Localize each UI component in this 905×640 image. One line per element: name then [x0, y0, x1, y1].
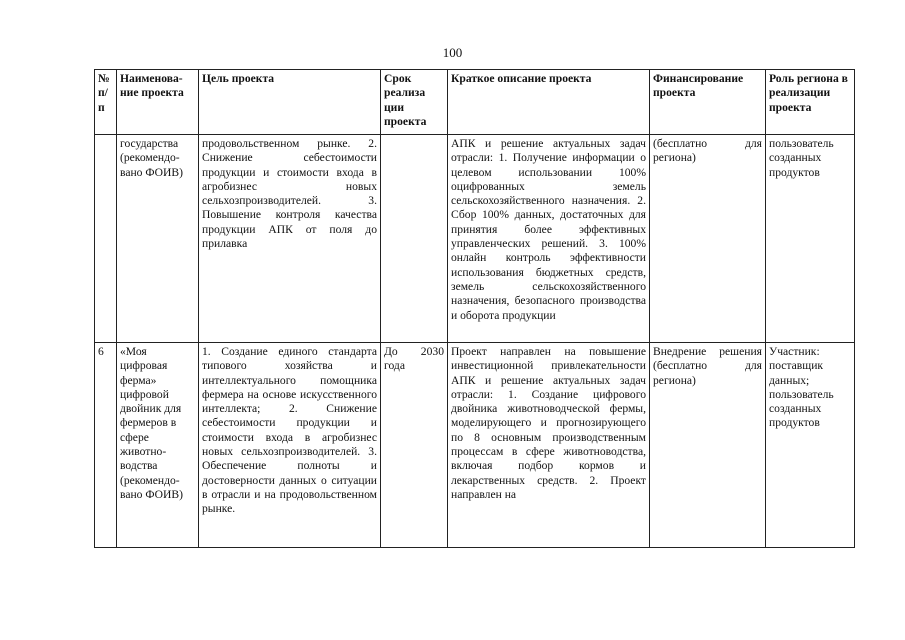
column-header-goal: Цель проекта	[199, 70, 381, 135]
column-header-term: Срок реализа ции проекта	[381, 70, 448, 135]
table-header-row	[95, 70, 855, 135]
cell-term: До 2030 года	[381, 343, 448, 548]
cell-number	[95, 135, 117, 343]
column-header-financing: Финансирование проекта	[650, 70, 766, 135]
cell-financing: Внедрение решения (бесплатно для региона)	[650, 343, 766, 548]
cell-financing: (бесплатно для региона)	[650, 135, 766, 343]
column-header-number: № п/ п	[95, 70, 117, 135]
column-header-description: Краткое описание проекта	[448, 70, 650, 135]
projects-table	[94, 69, 855, 548]
cell-number: 6	[95, 343, 117, 548]
column-header-name: Наименова-ние проекта	[117, 70, 199, 135]
cell-term	[381, 135, 448, 343]
column-header-role: Роль региона в реализации проекта	[766, 70, 855, 135]
cell-name: государства (рекомендо-вано ФОИВ)	[117, 135, 199, 343]
page-number: 100	[442, 45, 463, 60]
cell-role: Участник: поставщик данных; пользователь созданных продуктов	[766, 343, 855, 548]
cell-goal: 1. Создание единого стандарта типового хозяйства и интеллектуального помощника фермера на основе искусственного интеллекта; 2. Снижение себестоимости продукции и стоимости входа в агробизнес новых сельхозпроизводителей. 3. Обеспечение полноты и достоверности данных о ситуации в отрасли и на продовольственном рынке.	[199, 343, 381, 548]
table-row	[95, 343, 855, 548]
table-row	[95, 135, 855, 343]
cell-goal: продовольственном рынке. 2. Снижение себестоимости продукции и стоимости входа в агробизнес новых сельхозпроизводителей. 3. Повышение контроля качества продукции АПК от поля до прилавка	[199, 135, 381, 343]
cell-description: АПК и решение актуальных задач отрасли: 1. Получение информации о целевом использовании 100% оцифрованных земель сельскохозяйственного назначения. 2. Сбор 100% данных, достаточных для принятия более эффективных управленческих решений. 3. 100% онлайн контроль эффективности использования бюджетных средств, земель сельскохозяйственного назначения, безопасного производства и оборота продукции	[448, 135, 650, 343]
cell-description: Проект направлен на повышение инвестиционной привлекательности АПК и решение актуальных задач отрасли: 1. Создание цифрового двойника животноводческой фермы, моделирующего и прогнозирующего по 8 основным производственным процессам в сфере животноводства, включая подбор кормов и лекарственных средств. 2. Проект направлен на	[448, 343, 650, 548]
cell-role: пользователь созданных продуктов	[766, 135, 855, 343]
cell-name: «Моя цифровая ферма» цифровой двойник для фермеров в сфере животно-водства (рекомендо-вано ФОИВ)	[117, 343, 199, 548]
